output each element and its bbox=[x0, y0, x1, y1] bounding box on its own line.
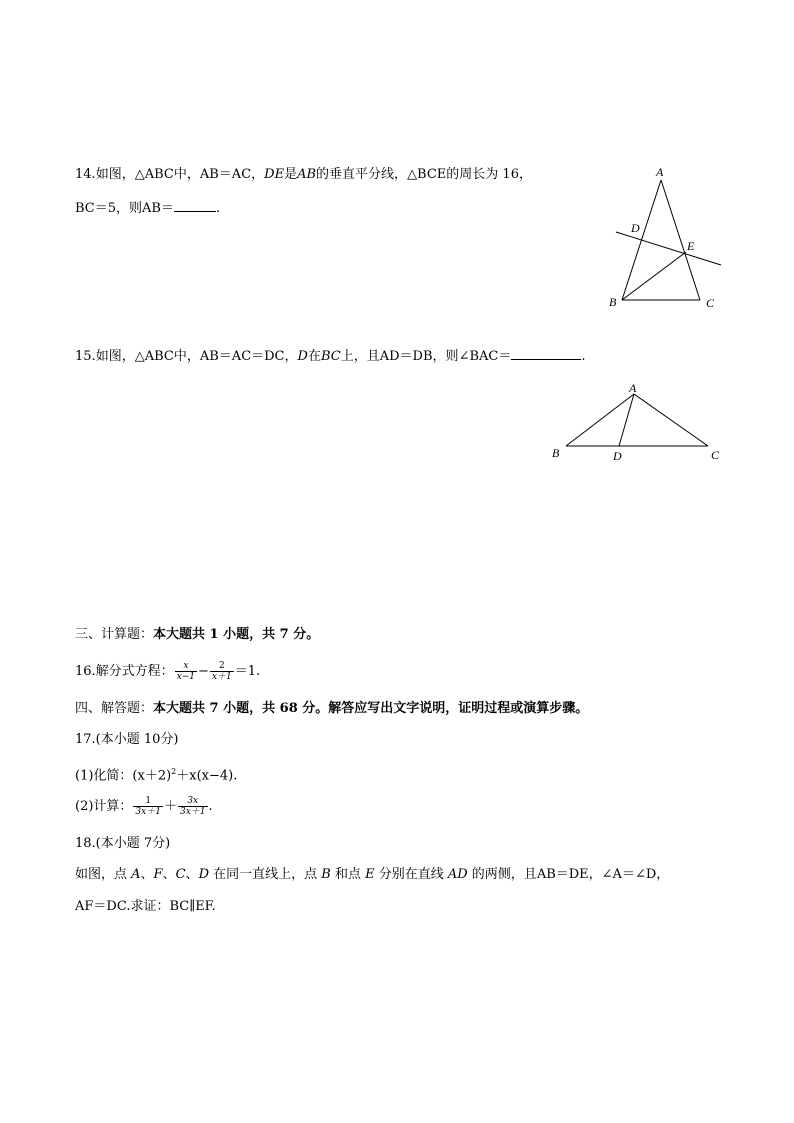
label-d: D bbox=[613, 449, 622, 463]
q15-triangle-abc: △ABC bbox=[134, 349, 174, 364]
section4-title: 四、解答题： bbox=[75, 701, 154, 716]
q17-fraction-1 bbox=[133, 796, 163, 817]
q15-period: . bbox=[581, 349, 586, 364]
point-b: B bbox=[321, 867, 331, 882]
exponent: 2 bbox=[171, 767, 177, 776]
q14-line2 bbox=[75, 199, 220, 218]
q15-text: 如图， bbox=[95, 349, 135, 364]
q15-ask-angle: ∠BAC＝ bbox=[458, 349, 512, 364]
part2-label: (2)计算： bbox=[75, 799, 133, 814]
fraction-denominator: 3x＋1 bbox=[135, 807, 161, 817]
section4-text: 本大题共 bbox=[153, 701, 210, 716]
segment-ab bbox=[566, 394, 634, 446]
section4-count: 7 bbox=[209, 701, 219, 716]
q18-sep: 、 bbox=[162, 867, 176, 882]
part1-label: (1)化简： bbox=[75, 768, 133, 784]
q18-text: 在同一直线上，点 bbox=[209, 867, 322, 882]
q14-equation: AB＝AC bbox=[199, 167, 252, 182]
q18-text: 的两侧，且 bbox=[467, 867, 537, 882]
section3-text: 小题，共 bbox=[218, 627, 280, 642]
line-ad: AD bbox=[447, 867, 468, 882]
figure-15 bbox=[548, 378, 728, 468]
label-a: A bbox=[656, 165, 664, 179]
q17-title: 17.(本小题 10分) bbox=[75, 732, 179, 747]
label-a: A bbox=[629, 381, 637, 395]
q15-equation: AB＝AC＝DC bbox=[199, 349, 285, 364]
answer-blank-14[interactable] bbox=[174, 199, 216, 212]
q16-line bbox=[75, 660, 260, 684]
fraction-numerator: 2 bbox=[218, 661, 225, 671]
q14-text: 的垂直平分线， bbox=[316, 167, 408, 182]
q15-text: 上，且 bbox=[340, 349, 380, 364]
q18-sep: 、 bbox=[140, 867, 154, 882]
section4-text: 小题，共 bbox=[218, 701, 280, 716]
q15-text: ， bbox=[284, 349, 298, 364]
fraction-numerator: 1 bbox=[145, 796, 152, 806]
fraction-denominator: x＋1 bbox=[211, 672, 232, 682]
q14-text: ，则 bbox=[116, 201, 143, 216]
label-e: E bbox=[687, 239, 695, 253]
q14-triangle-bce: △BCE bbox=[407, 167, 447, 182]
label-c: C bbox=[711, 448, 720, 462]
q14-text: 的周长为 16， bbox=[446, 167, 532, 182]
section4-text: 分。解答应写出文字说明，证明过程或演算步骤。 bbox=[297, 701, 589, 716]
q15-text: 在 bbox=[307, 349, 321, 364]
section3-text: 分。 bbox=[288, 627, 320, 642]
q18-conditions: AB＝DE，∠A＝∠D， bbox=[536, 867, 670, 882]
label-b: B bbox=[609, 295, 617, 309]
q18-title: 18.(本小题 7分) bbox=[75, 836, 171, 851]
q14-text: 是 bbox=[284, 167, 298, 182]
fraction-denominator: x−1 bbox=[176, 672, 196, 682]
answer-blank-15[interactable] bbox=[511, 347, 581, 360]
q14-period: . bbox=[215, 201, 221, 216]
point-a: A bbox=[131, 867, 141, 882]
section3-heading bbox=[75, 626, 319, 644]
q15-given-ad-db: AD＝DB bbox=[379, 349, 433, 364]
q16-label: 16.解分式方程： bbox=[75, 664, 174, 679]
section4-points: 68 bbox=[279, 701, 298, 716]
fraction-numerator: 3x bbox=[187, 796, 199, 806]
q18-text: 和点 bbox=[330, 867, 366, 882]
q14-number: 14. bbox=[75, 167, 96, 182]
q18-sep: 、 bbox=[185, 867, 199, 882]
perpendicular-bisector-de bbox=[616, 232, 721, 265]
period: . bbox=[208, 799, 213, 814]
label-b: B bbox=[552, 446, 560, 460]
expression: (x＋2) bbox=[132, 768, 172, 784]
minus-sign: − bbox=[198, 664, 209, 679]
q14-ask-ab: AB＝ bbox=[142, 201, 174, 216]
label-d: D bbox=[631, 221, 640, 235]
q15-segment-bc: BC bbox=[320, 349, 341, 364]
point-c: C bbox=[175, 867, 186, 882]
equals-one: ＝1. bbox=[234, 664, 261, 679]
q14-segment-ab: AB bbox=[297, 167, 317, 182]
point-e: E bbox=[365, 867, 375, 882]
q15-text: 中， bbox=[173, 349, 200, 364]
q18-text: 分别在直线 bbox=[374, 867, 448, 882]
q16-fraction-2 bbox=[210, 661, 234, 682]
q14-given-bc: BC＝5 bbox=[75, 201, 117, 216]
q14-triangle-abc: △ABC bbox=[134, 167, 174, 182]
point-f: F bbox=[153, 867, 163, 882]
q18-line1 bbox=[75, 866, 669, 884]
section3-text: 本大题共 bbox=[153, 627, 210, 642]
section3-count: 1 bbox=[209, 627, 219, 642]
q17-part2 bbox=[75, 794, 213, 820]
section3-title: 三、计算题： bbox=[75, 627, 154, 642]
plus-sign: ＋ bbox=[163, 799, 177, 814]
q14-text: 中， bbox=[173, 167, 200, 182]
q15-number: 15. bbox=[75, 349, 96, 364]
q18-line2: AF＝DC.求证：BC∥EF. bbox=[75, 899, 216, 914]
segment-ac bbox=[634, 394, 708, 446]
q15-text: ，则 bbox=[432, 349, 459, 364]
point-d: D bbox=[198, 867, 209, 882]
q14-line1 bbox=[75, 166, 532, 184]
q15-point-d: D bbox=[297, 349, 308, 364]
q14-text: 如图， bbox=[95, 167, 135, 182]
section3-points: 7 bbox=[279, 627, 289, 642]
q14-segment-de: DE bbox=[264, 167, 285, 182]
q17-fraction-2 bbox=[178, 796, 208, 817]
segment-be bbox=[622, 252, 686, 300]
section4-heading bbox=[75, 700, 588, 718]
q14-text: ， bbox=[251, 167, 265, 182]
expression: ＋x(x−4). bbox=[176, 768, 238, 784]
label-c: C bbox=[706, 296, 715, 310]
q15-line1 bbox=[75, 347, 585, 366]
fraction-denominator: 3x＋1 bbox=[179, 807, 206, 817]
q16-fraction-1 bbox=[175, 661, 197, 682]
figure-14 bbox=[600, 160, 730, 315]
q18-text: 如图，点 bbox=[75, 867, 132, 882]
segment-ad bbox=[619, 394, 634, 446]
fraction-numerator: x bbox=[183, 661, 189, 671]
q17-part1 bbox=[75, 763, 237, 785]
